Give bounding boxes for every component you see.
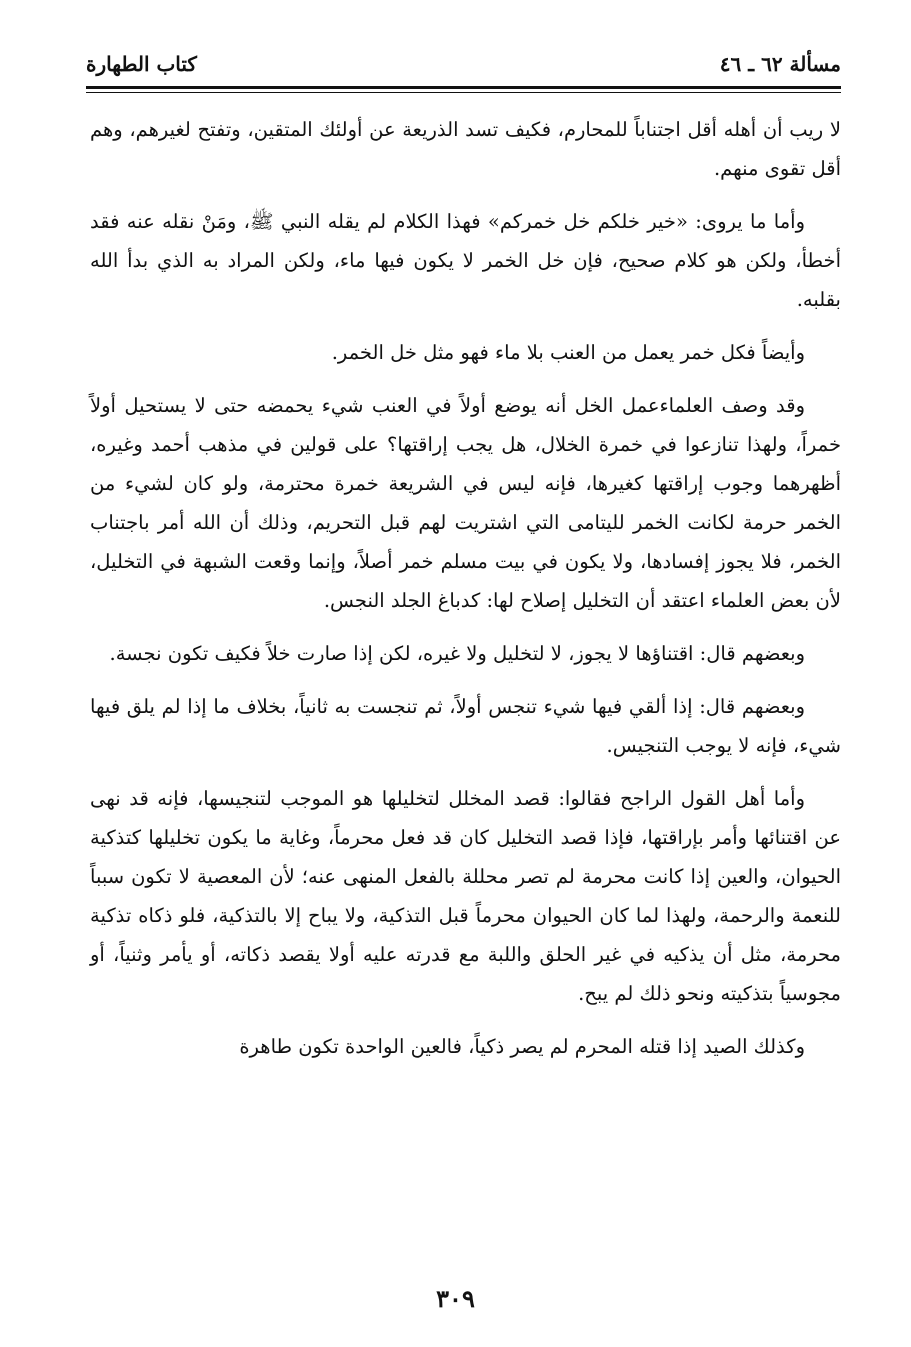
- header-rule-thick: [86, 86, 841, 89]
- paragraph: وقد وصف العلماءعمل الخل أنه يوضع أولاً في العنب شيء يحمضه حتى لا يستحيل أولاً خمراً، ولهذا تنازعوا في خمرة الخلال، هل يجب إراقتها؟ على قولين في مذهب أحمد وغيره، أظهرهما وجوب إراقتها كغيرها، فإنه ليس في الشريعة خمرة محترمة، ولو كان لشيء من الخمر حرمة لكانت الخمر لليتامى التي اشتريت لهم قبل التحريم، وذلك أن الله أمر باجتناب الخمر، فلا يجوز إفسادها، ولا يكون في بيت مسلم خمر أصلاً، وإنما وقعت الشبهة في التخليل، لأن بعض العلماء اعتقد أن التخليل إصلاح لها: كدباغ الجلد النجس.: [90, 394, 841, 612]
- running-header: [86, 48, 841, 82]
- page-number: ٣٠٩: [436, 1284, 475, 1313]
- book-title: كتاب الطهارة: [86, 52, 197, 76]
- paragraph: وبعضهم قال: اقتناؤها لا يجوز، لا لتخليل ولا غيره، لكن إذا صارت خلاً فكيف تكون نجسة.: [109, 642, 805, 665]
- paragraph: لا ريب أن أهله أقل اجتناباً للمحارم، فكيف تسد الذريعة عن أولئك المتقين، وتفتح لغيرهم، وهم أقل تقوى منهم.: [90, 118, 841, 180]
- body-text: [90, 110, 841, 1080]
- paragraph: وبعضهم قال: إذا ألقي فيها شيء تنجس أولاً، ثم تنجست به ثانياً، بخلاف ما إذا لم يلق فيها شيء، فإنه لا يوجب التنجيس.: [90, 695, 841, 757]
- paragraph: وأيضاً فكل خمر يعمل من العنب بلا ماء فهو مثل خل الخمر.: [331, 341, 805, 364]
- paragraph: وأما أهل القول الراجح فقالوا: قصد المخلل لتخليلها هو الموجب لتنجيسها، فإنه قد نهى عن اقتنائها وأمر بإراقتها، فإذا قصد التخليل كان قد فعل محرماً، وغاية ما يكون تخليلها كتذكية الحيوان، والعين إذا كانت محرمة لم تصر محللة بالفعل المنهى عنه؛ لأن المعصية لا تكون سبباً للنعمة والرحمة، ولهذا لما كان الحيوان محرماً قبل التذكية، ولا يباح إلا بالتذكية، فلو ذكاه تذكية محرمة، مثل أن يذكيه في غير الحلق واللبة مع قدرته عليه أولا يقصد ذكاته، أو يأمر وثنياً، أو مجوسياً بتذكيته ونحو ذلك لم يبح.: [90, 787, 841, 1005]
- header-rule-thin: [86, 92, 841, 93]
- paragraph: وكذلك الصيد إذا قتله المحرم لم يصر ذكياً، فالعين الواحدة تكون طاهرة: [239, 1035, 805, 1058]
- issue-number: مسألة ٦٢ ـ ٤٦: [719, 52, 841, 76]
- paragraph: وأما ما يروى: «خير خلكم خل خمركم» فهذا الكلام لم يقله النبي ﷺ، ومَنْ نقله عنه فقد أخطأ، ولكن هو كلام صحيح، فإن خل الخمر لا يكون فيها ماء، ولكن المراد به الذي بدأ الله بقلبه.: [90, 210, 841, 311]
